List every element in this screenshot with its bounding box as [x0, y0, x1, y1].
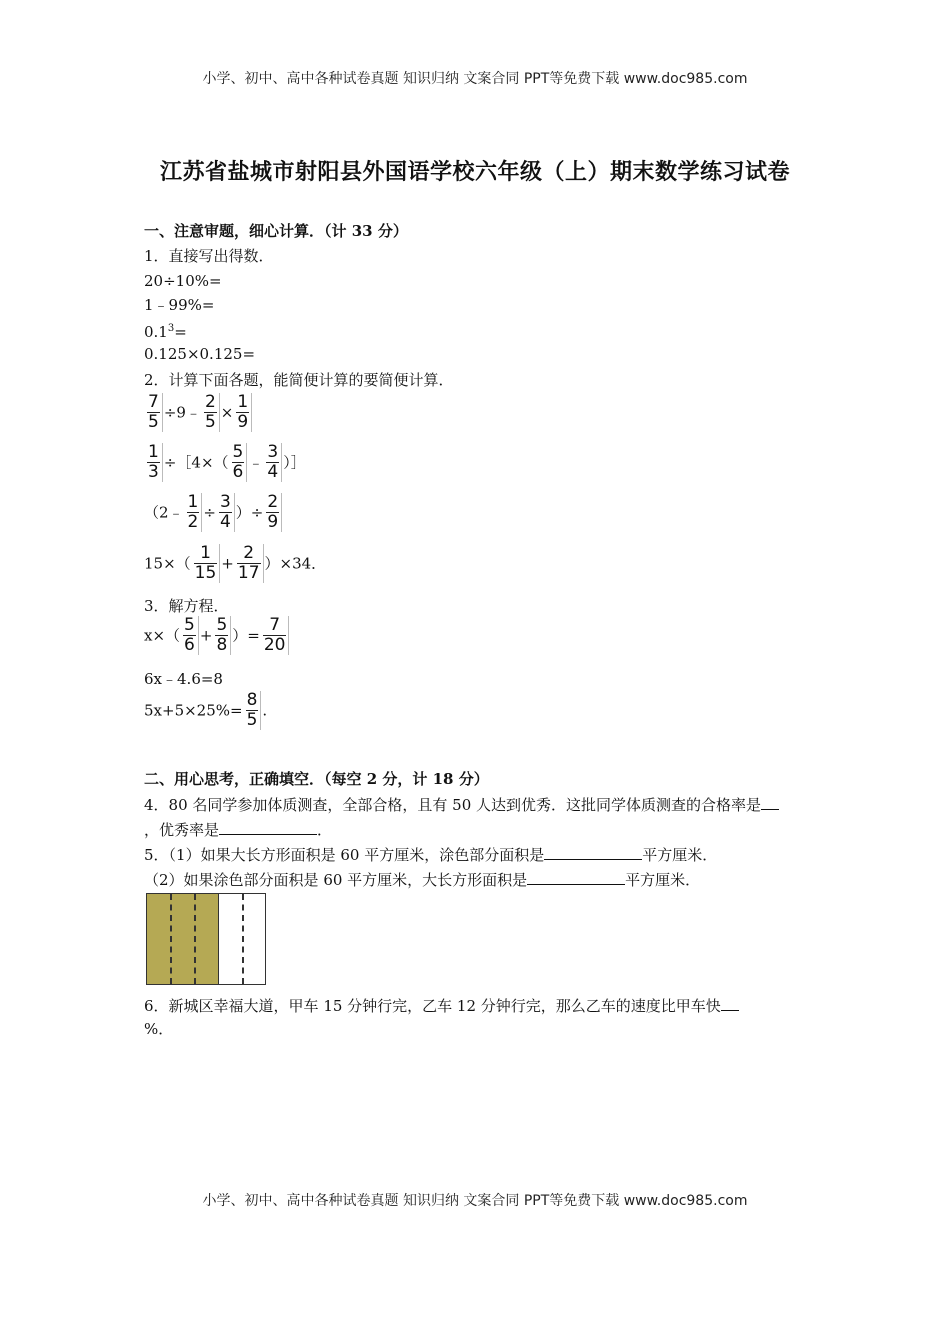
section2-heading: 二、用心思考，正确填空．（每空 2 分，计 18 分） [144, 770, 489, 788]
operator-text: ÷［4×（ [163, 453, 229, 472]
denominator: 5 [246, 710, 258, 730]
q4-text: 4．80 名同学参加体质测查，全部合格，且有 50 人达到优秀．这批同学体质测查的合格率是 [144, 796, 762, 814]
q1-item-3-eq: = [174, 323, 187, 341]
operator-text: （2﹣ [144, 503, 184, 522]
operator-text: ÷9﹣ [163, 403, 201, 422]
operator-text: ÷ [203, 503, 216, 522]
q5-text: 5．（1）如果大长方形面积是 60 平方厘米，涂色部分面积是 [144, 846, 545, 864]
operator-text: . [262, 701, 268, 720]
fraction [234, 393, 252, 432]
fraction [145, 393, 163, 432]
operator-text: ）= [232, 626, 260, 645]
numerator: 5 [232, 442, 244, 462]
q6-text: 6．新城区幸福大道，甲车 15 分钟行完，乙车 12 分钟行完，那么乙车的速度比甲车快 [144, 997, 721, 1015]
q3-equation-2: 6x﹣4.6=8 [144, 670, 223, 688]
fraction [192, 544, 221, 583]
operator-text: + [221, 554, 234, 573]
fraction [230, 443, 248, 482]
q6-line-1 [144, 995, 739, 1016]
numerator: 2 [237, 544, 261, 564]
operator-text: 15×（ [144, 554, 191, 573]
q3-stem: 3．解方程． [144, 597, 229, 615]
operator-text: ）×34． [264, 554, 327, 573]
q1-item-3-base: 0.1 [144, 323, 168, 341]
denominator: 3 [148, 462, 159, 482]
numerator: 2 [267, 492, 279, 512]
fraction [264, 493, 282, 532]
answer-blank[interactable] [721, 995, 739, 1011]
numerator: 5 [184, 615, 195, 635]
operator-text: ）］ [283, 453, 306, 472]
denominator: 6 [232, 462, 244, 482]
denominator: 8 [216, 635, 228, 655]
numerator: 8 [246, 690, 258, 710]
numerator: 3 [267, 442, 279, 462]
numerator: 7 [263, 616, 287, 636]
numerator: 7 [148, 392, 159, 412]
denominator: 17 [237, 563, 260, 583]
dashed-divider [242, 894, 244, 984]
q1-item-3-exponent: 3 [167, 323, 175, 334]
q4-line-1 [144, 794, 779, 815]
q1-item-2: 1﹣99%= [144, 296, 215, 314]
operator-text: ﹣ [248, 453, 264, 472]
numerator: 5 [216, 615, 228, 635]
page-title: 江苏省盐城市射阳县外国语学校六年级（上）期末数学练习试卷 [159, 159, 790, 185]
q1-item-3 [144, 319, 187, 342]
denominator: 9 [237, 412, 249, 432]
dashed-divider [170, 894, 172, 984]
q5-text: 平方厘米． [625, 871, 701, 889]
operator-text: ）÷ [235, 503, 264, 522]
numerator: 1 [194, 544, 218, 564]
q5-line-1 [144, 844, 717, 865]
fraction [202, 393, 220, 432]
q1-stem: 1．直接写出得数． [144, 247, 274, 265]
denominator: 4 [219, 512, 231, 532]
operator-text: 5x+5×25%= [144, 701, 243, 720]
answer-blank[interactable] [527, 869, 625, 885]
q2-stem: 2．计算下面各题，能简便计算的要简便计算． [144, 371, 454, 389]
fraction [217, 493, 235, 532]
page-footer: 小学、初中、高中各种试卷真题 知识归纳 文案合同 PPT等免费下载 www.doc985.com [202, 1193, 748, 1209]
q1-item-1: 20÷10%= [144, 272, 222, 290]
answer-blank[interactable] [219, 819, 317, 835]
fraction [261, 616, 290, 655]
q3-equation-3 [144, 691, 267, 730]
answer-blank[interactable] [544, 844, 642, 860]
denominator: 9 [267, 512, 279, 532]
q4-line-2 [144, 819, 332, 840]
q2-expression-2 [144, 443, 306, 482]
fraction [244, 691, 262, 730]
rectangle-diagram [146, 893, 266, 985]
q4-text: ，优秀率是 [144, 821, 220, 839]
q6-line-2: %． [144, 1020, 174, 1038]
numerator: 3 [219, 492, 231, 512]
numerator: 1 [187, 492, 199, 512]
q5-text: （2）如果涂色部分面积是 60 平方厘米，大长方形面积是 [144, 871, 528, 889]
q2-expression-3 [144, 493, 283, 532]
fraction [185, 493, 203, 532]
denominator: 20 [263, 635, 286, 655]
fraction [181, 616, 199, 655]
fraction [264, 443, 282, 482]
q3-equation-1 [144, 616, 290, 655]
section1-heading: 一、注意审题，细心计算．（计 33 分） [144, 222, 408, 240]
numerator: 2 [204, 392, 216, 412]
denominator: 15 [194, 563, 217, 583]
dashed-divider [194, 894, 196, 984]
page-header: 小学、初中、高中各种试卷真题 知识归纳 文案合同 PPT等免费下载 www.doc985.com [202, 71, 748, 87]
operator-text: × [220, 403, 234, 422]
q2-expression-1 [144, 393, 253, 432]
q4-text: ． [317, 821, 333, 839]
q1-item-4: 0.125×0.125= [144, 345, 256, 363]
denominator: 2 [187, 512, 199, 532]
numerator: 1 [148, 442, 159, 462]
denominator: 5 [204, 412, 216, 432]
fraction [235, 544, 264, 583]
shaded-region [147, 894, 219, 984]
q5-text: 平方厘米． [642, 846, 718, 864]
denominator: 6 [184, 635, 195, 655]
fraction [145, 443, 163, 482]
answer-blank[interactable] [761, 794, 779, 810]
denominator: 4 [267, 462, 279, 482]
operator-text: + [199, 626, 213, 645]
numerator: 1 [237, 392, 249, 412]
denominator: 5 [148, 412, 159, 432]
operator-text: x×（ [144, 626, 181, 645]
q2-expression-4 [144, 544, 326, 583]
fraction [213, 616, 231, 655]
q5-line-2 [144, 869, 700, 890]
